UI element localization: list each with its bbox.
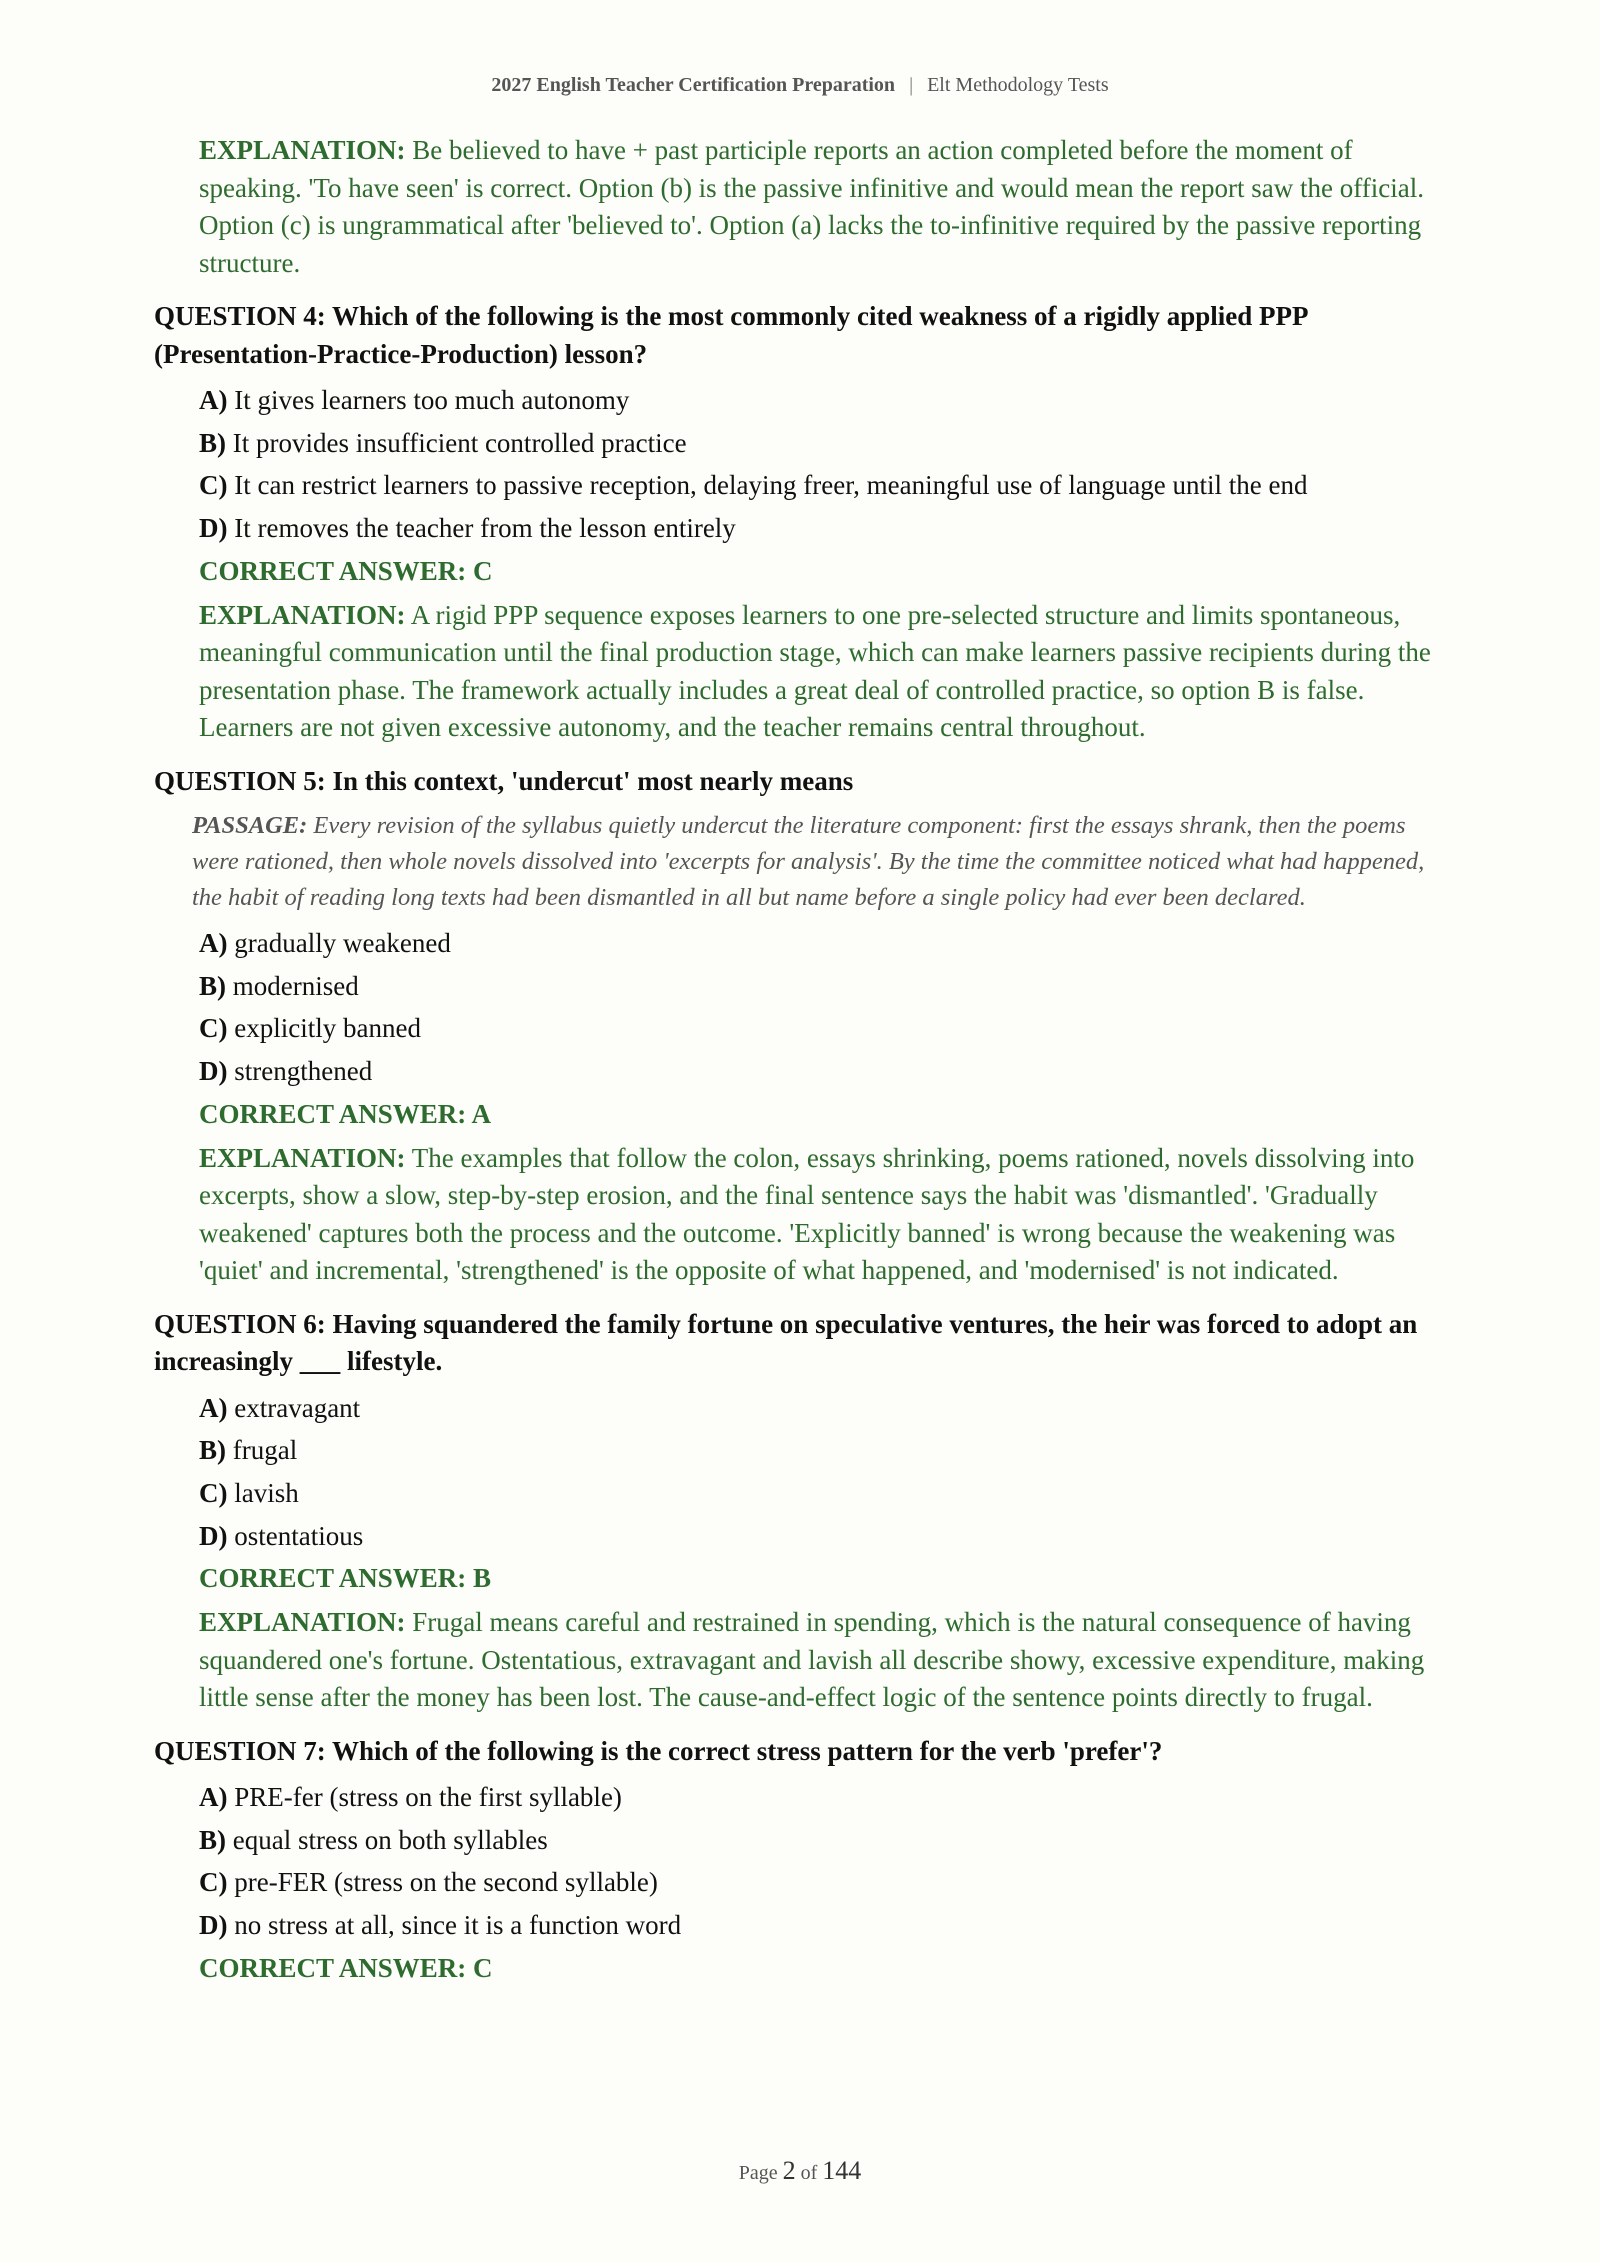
of-word: of bbox=[800, 2162, 818, 2184]
option-text: extravagant bbox=[234, 1392, 361, 1423]
total-pages: 144 bbox=[822, 2156, 862, 2185]
question-block-5 bbox=[154, 763, 1444, 1290]
explanation-label: EXPLANATION: bbox=[199, 599, 406, 630]
option-item bbox=[199, 464, 1444, 507]
explanation-label: EXPLANATION: bbox=[199, 135, 406, 165]
explanation-label: EXPLANATION: bbox=[199, 1607, 406, 1638]
reading-passage bbox=[192, 808, 1444, 916]
option-item bbox=[199, 1050, 1444, 1093]
explanation bbox=[199, 597, 1444, 747]
question-title: QUESTION 5: In this context, 'undercut' most nearly means bbox=[154, 765, 854, 796]
explanation-text: The examples that follow the colon, essays shrinking, poems rationed, novels dissolving into excerpts, show a slow, step-by-step erosion, and the final sentence says the habit was 'dismantled'. 'Gradually weakened' captures both the process and the outcome. 'Explicitly banned' is wrong because the weakening was 'quiet' and incremental, 'strengthened' is the opposite of what happened, and 'modernised' is not indicated. bbox=[199, 1142, 1415, 1286]
option-text: It provides insufficient controlled practice bbox=[232, 427, 687, 458]
option-item bbox=[199, 922, 1444, 965]
passage-label: PASSAGE: bbox=[192, 812, 308, 840]
explanation-text: A rigid PPP sequence exposes learners to one pre-selected structure and limits spontaneous, meaningful communication until the final production stage, which can make learners passive recipients during the presentation phase. The framework actually includes a great deal of controlled practice, so option B is false. Learners are not given excessive autonomy, and the teacher remains central throughout. bbox=[199, 599, 1431, 743]
option-letter: B) bbox=[199, 427, 226, 458]
option-item bbox=[199, 1515, 1444, 1558]
option-text: equal stress on both syllables bbox=[232, 1824, 548, 1855]
option-letter: C) bbox=[199, 1477, 228, 1508]
option-text: strengthened bbox=[234, 1056, 373, 1087]
correct-answer: CORRECT ANSWER: A bbox=[199, 1098, 492, 1129]
correct-answer: CORRECT ANSWER: C bbox=[199, 555, 493, 586]
option-text: pre-FER (stress on the second syllable) bbox=[234, 1867, 658, 1898]
correct-answer: CORRECT ANSWER: C bbox=[199, 1952, 493, 1983]
option-list bbox=[199, 1776, 1444, 1947]
option-text: explicitly banned bbox=[234, 1013, 421, 1044]
option-list bbox=[199, 1387, 1444, 1558]
question-block-4 bbox=[154, 298, 1444, 747]
correct-answer: CORRECT ANSWER: B bbox=[199, 1563, 492, 1594]
explanation-q3 bbox=[199, 132, 1444, 282]
explanation-text: Be believed to have + past participle reports an action completed before the moment of speaking. 'To have seen' is correct. Option (b) is the passive infinitive and would mean the report saw the official. Option (c) is ungrammatical after 'believed to'. Option (a) lacks the to-infinitive required by the passive reporting structure. bbox=[199, 135, 1424, 278]
option-text: It removes the teacher from the lesson entirely bbox=[234, 513, 736, 544]
question-block-6 bbox=[154, 1306, 1444, 1717]
option-letter: A) bbox=[199, 1392, 228, 1423]
header-title: 2027 English Teacher Certification Preparation bbox=[491, 74, 896, 96]
option-item bbox=[199, 1861, 1444, 1904]
option-text: ostentatious bbox=[234, 1520, 364, 1551]
passage-text: Every revision of the syllabus quietly undercut the literature component: first the essays shrank, then the poems were rationed, then whole novels dissolved into 'excerpts for analysis'. By the time the committee noticed what had happened, the habit of reading long texts had been dismantled in all but name before a single policy had ever been declared. bbox=[192, 812, 1425, 912]
option-letter: D) bbox=[199, 1910, 228, 1941]
option-item bbox=[199, 1819, 1444, 1862]
option-text: modernised bbox=[232, 970, 359, 1001]
option-letter: B) bbox=[199, 1435, 226, 1466]
option-item bbox=[199, 1429, 1444, 1472]
option-list bbox=[199, 922, 1444, 1093]
option-letter: A) bbox=[199, 1782, 228, 1813]
question-title: QUESTION 4: Which of the following is the most commonly cited weakness of a rigidly applied PPP (Presentation-Practice-Production) lesson? bbox=[154, 301, 1308, 369]
page-content bbox=[154, 132, 1444, 1994]
option-text: gradually weakened bbox=[234, 928, 451, 959]
option-item bbox=[199, 507, 1444, 550]
option-item bbox=[199, 379, 1444, 422]
option-item bbox=[199, 1007, 1444, 1050]
explanation-text: Frugal means careful and restrained in spending, which is the natural consequence of having squandered one's fortune. Ostentatious, extravagant and lavish all describe showy, excessive expenditure, making little sense after the money has been lost. The cause-and-effect logic of the sentence points directly to frugal. bbox=[199, 1607, 1425, 1713]
option-letter: D) bbox=[199, 1056, 228, 1087]
explanation bbox=[199, 1140, 1444, 1290]
option-text: frugal bbox=[232, 1435, 298, 1466]
option-letter: B) bbox=[199, 970, 226, 1001]
question-block-7 bbox=[154, 1733, 1444, 1990]
page-number: 2 bbox=[782, 2156, 796, 2185]
option-letter: D) bbox=[199, 513, 228, 544]
option-letter: B) bbox=[199, 1824, 226, 1855]
option-text: It can restrict learners to passive reception, delaying freer, meaningful use of language until the end bbox=[234, 470, 1308, 501]
option-letter: C) bbox=[199, 1013, 228, 1044]
option-item bbox=[199, 1904, 1444, 1947]
option-letter: C) bbox=[199, 1867, 228, 1898]
option-text: no stress at all, since it is a function word bbox=[234, 1910, 682, 1941]
page-word: Page bbox=[738, 2162, 778, 2184]
option-item bbox=[199, 1776, 1444, 1819]
option-text: lavish bbox=[234, 1477, 299, 1508]
option-item bbox=[199, 1387, 1444, 1430]
page-footer bbox=[0, 2156, 1600, 2186]
header-separator: | bbox=[909, 74, 914, 96]
option-item bbox=[199, 1472, 1444, 1515]
option-letter: D) bbox=[199, 1520, 228, 1551]
option-item bbox=[199, 422, 1444, 465]
explanation bbox=[199, 1604, 1444, 1717]
option-text: PRE-fer (stress on the first syllable) bbox=[234, 1782, 622, 1813]
question-title: QUESTION 6: Having squandered the family fortune on speculative ventures, the heir was forced to adopt an increasingly ___ lifestyle. bbox=[154, 1308, 1418, 1377]
option-text: It gives learners too much autonomy bbox=[234, 385, 630, 415]
question-title: QUESTION 7: Which of the following is the correct stress pattern for the verb 'prefer'? bbox=[154, 1735, 1163, 1766]
option-letter: A) bbox=[199, 385, 228, 415]
explanation-label: EXPLANATION: bbox=[199, 1142, 406, 1173]
running-header bbox=[0, 74, 1600, 97]
option-letter: C) bbox=[199, 470, 228, 501]
option-list bbox=[199, 379, 1444, 550]
option-item bbox=[199, 965, 1444, 1008]
header-section: Elt Methodology Tests bbox=[927, 74, 1109, 96]
option-letter: A) bbox=[199, 928, 228, 959]
